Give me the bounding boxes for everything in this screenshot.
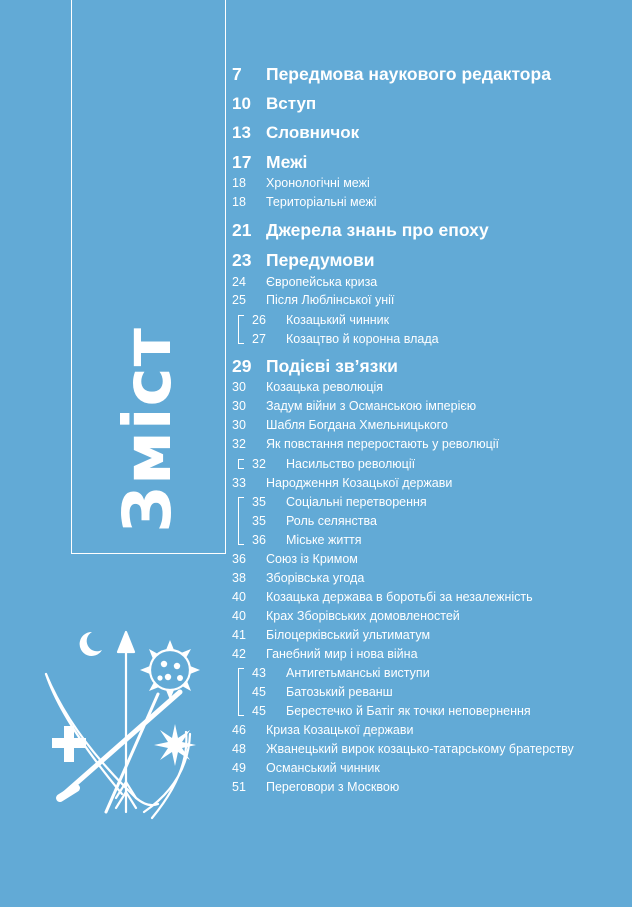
toc-page-number: 36: [232, 552, 246, 566]
toc-page-number: 48: [232, 742, 246, 756]
toc-entry-title: Соціальні перетворення: [286, 495, 427, 509]
toc-page-number: 35: [252, 514, 266, 528]
toc-entry-title: Козацька держава в боротьбі за незалежність: [266, 590, 533, 604]
toc-page-number: 43: [252, 666, 266, 680]
toc-entry-title: Після Люблінської унії: [266, 293, 395, 307]
toc-entry-title: Словничок: [266, 123, 360, 142]
toc-entry-title: Османський чинник: [266, 761, 380, 775]
toc-page-number: 38: [232, 571, 246, 585]
toc-page-number: 18: [232, 195, 246, 209]
toc-entry-title: Насильство революції: [286, 457, 416, 471]
toc-entry-title: Крах Зборівських домовленостей: [266, 609, 460, 623]
toc-group-bracket: [238, 668, 239, 716]
toc-page-number: 33: [232, 476, 246, 490]
toc-entry-title: Межі: [266, 152, 308, 172]
page-title: Зміст: [109, 327, 186, 533]
toc-entry-title: Хронологічні межі: [266, 176, 370, 190]
toc-page-number: 21: [232, 220, 252, 240]
toc-entry-title: Жванецький вирок козацько-татарському братерству: [266, 742, 574, 756]
toc-entry-title: Зборівська угода: [266, 571, 365, 585]
toc-page-number: 27: [252, 332, 266, 346]
toc-entry-title: Переговори з Москвою: [266, 780, 400, 794]
toc-page-number: 30: [232, 380, 246, 394]
toc-page-number: 35: [252, 495, 266, 509]
toc-page-number: 30: [232, 418, 246, 432]
toc-group-bracket: [238, 315, 239, 344]
toc-entry-title: Батозький реванш: [286, 685, 393, 699]
toc-entry-title: Задум війни з Османською імперією: [266, 399, 477, 413]
toc-page-number: 7: [232, 64, 242, 84]
toc-entry-title: Криза Козацької держави: [266, 723, 414, 737]
toc-entry-title: Роль селянства: [286, 514, 377, 528]
toc-page-number: 13: [232, 123, 251, 142]
toc-page-number: 17: [232, 152, 252, 172]
toc-page-number: 45: [252, 685, 266, 699]
toc-page-number: 40: [232, 609, 246, 623]
toc-page-number: 45: [252, 704, 266, 718]
toc-entry-title: Козацтво й коронна влада: [286, 332, 439, 346]
toc-entry-title: Європейська криза: [266, 275, 378, 289]
toc-entry-title: Міське життя: [286, 533, 362, 547]
toc-page-number: 40: [232, 590, 246, 604]
toc-page-number: 46: [232, 723, 246, 737]
toc-page-number: 18: [232, 176, 246, 190]
toc-entry-title: Берестечко й Батіг як точки неповернення: [286, 704, 531, 718]
toc-page-number: 32: [232, 437, 246, 451]
toc-page-number: 36: [252, 533, 266, 547]
toc-group-bracket: [238, 459, 239, 469]
toc-page-number: 51: [232, 780, 246, 794]
toc-entry-title: Передумови: [266, 250, 375, 270]
toc-entry-title: Передмова наукового редактора: [266, 64, 551, 84]
toc-entry-title: Подієві зв’язки: [266, 356, 398, 376]
toc-entry-title: Територіальні межі: [266, 195, 377, 209]
toc-page-number: 29: [232, 356, 252, 376]
toc-page-number: 32: [252, 457, 266, 471]
toc-page-number: 24: [232, 275, 246, 289]
toc-page-number: 30: [232, 399, 246, 413]
toc-group-bracket: [238, 497, 239, 545]
toc-entry-title: Козацький чинник: [286, 313, 390, 327]
toc-page-number: 42: [232, 647, 246, 661]
toc-entry-title: Білоцерківський ультиматум: [266, 628, 431, 642]
toc-page-number: 25: [232, 293, 246, 307]
toc-entry-title: Шабля Богдана Хмельницького: [266, 418, 448, 432]
toc-page-number: 26: [252, 313, 266, 327]
toc-entry-title: Ганебний мир і нова війна: [266, 647, 418, 661]
toc-page-number: 41: [232, 628, 246, 642]
toc-entry-title: Народження Козацької держави: [266, 476, 453, 490]
toc-entry-title: Антигетьманські виступи: [286, 666, 430, 680]
toc-page-number: 49: [232, 761, 246, 775]
toc-entry-title: Вступ: [266, 94, 317, 113]
toc-page-number: 10: [232, 94, 251, 113]
toc-entry-title: Козацька революція: [266, 380, 384, 394]
toc-entry-title: Союз із Кримом: [266, 552, 358, 566]
toc-entry-title: Джерела знань про епоху: [266, 220, 489, 240]
toc-entry-title: Як повстання переростають у революції: [266, 437, 500, 451]
toc-page-number: 23: [232, 250, 252, 270]
